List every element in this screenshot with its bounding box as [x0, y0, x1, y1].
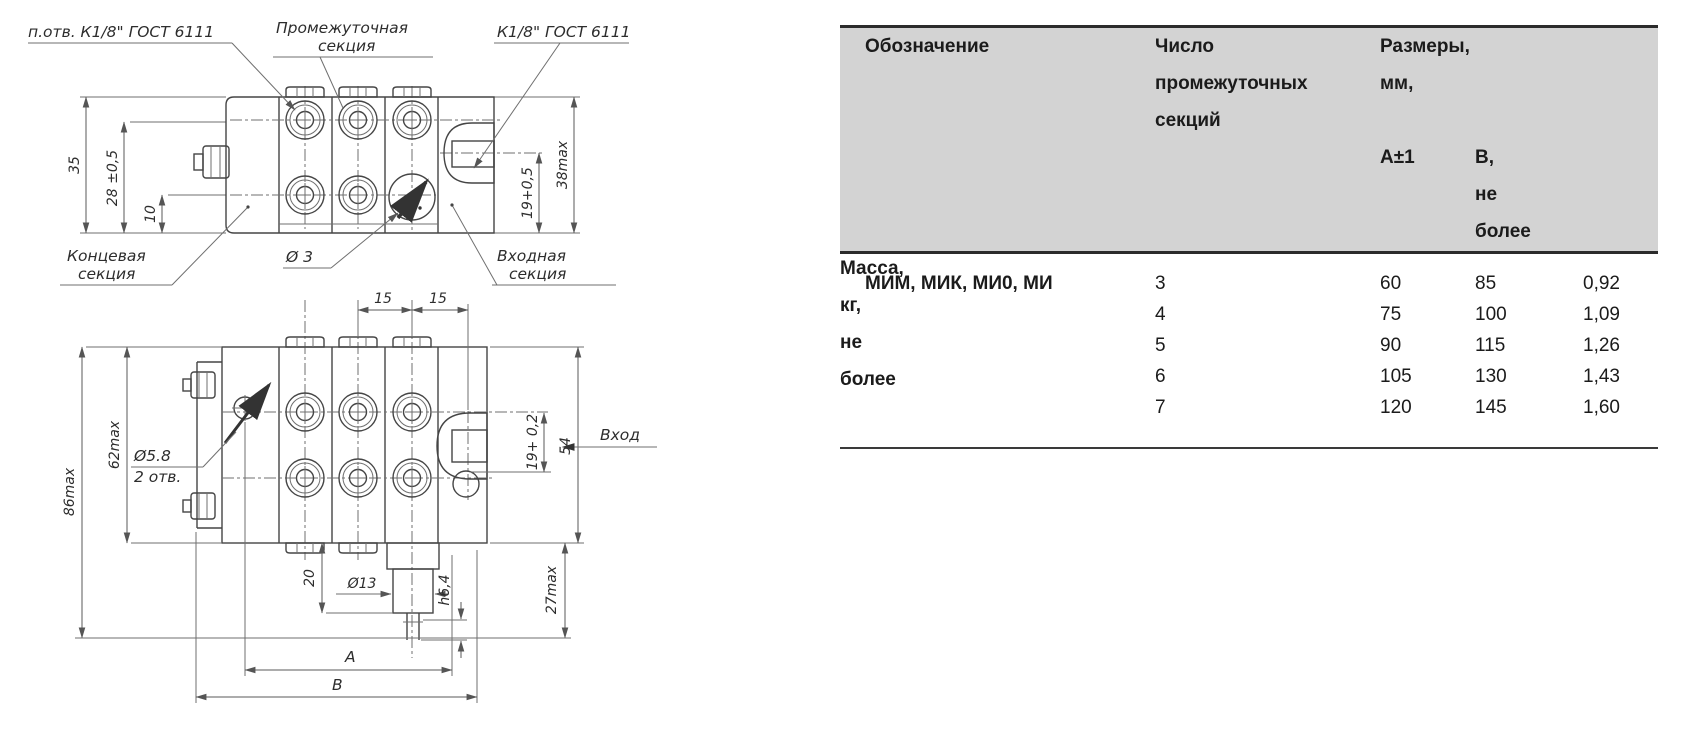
side-bolt-lower: [183, 493, 215, 519]
intermediate-section-label-1: Промежуточная: [276, 19, 408, 37]
thread-note-label: К1/8" ГОСТ 6111: [497, 23, 631, 41]
dim-62max: 62max: [107, 420, 123, 470]
header-designation: Обозначение: [865, 36, 990, 57]
dim-19-05: 19+0,5: [520, 167, 536, 219]
cell-dim-a: 75: [1380, 304, 1402, 325]
cell-dim-a: 105: [1380, 366, 1412, 387]
header-col-a: А±1: [1380, 147, 1415, 168]
cell-dim-a: 120: [1380, 397, 1412, 418]
dim-10: 10: [143, 205, 159, 223]
dim-54: 54: [558, 437, 574, 455]
header-col-b-2: не: [1475, 184, 1498, 205]
inlet-section-label-2: секция: [509, 265, 567, 283]
cell-sections: 4: [1155, 304, 1166, 325]
header-dims-2: мм,: [1380, 73, 1414, 94]
top-view: [28, 19, 631, 285]
designation-value: МИМ, МИК, МИ0, МИ: [865, 273, 1053, 294]
header-mass-1: Масса,: [840, 258, 904, 279]
cell-sections: 3: [1155, 273, 1166, 294]
dim-27max: 27max: [544, 565, 560, 615]
cell-sections: 5: [1155, 335, 1166, 356]
header-mass-2: кг,: [840, 295, 862, 316]
dim-19-02: 19+ 0,2: [525, 413, 541, 471]
cell-mass: 1,43: [1583, 366, 1620, 387]
end-section-label-2: секция: [78, 265, 136, 283]
holes2-label: 2 отв.: [134, 468, 182, 486]
intermediate-section-label-2: секция: [318, 37, 376, 55]
cell-dim-b: 85: [1475, 273, 1497, 294]
cell-sections: 7: [1155, 397, 1166, 418]
cell-dim-b: 130: [1475, 366, 1507, 387]
dim-h64: h6,4: [437, 574, 453, 606]
header-sections-2: промежуточных: [1155, 73, 1308, 94]
hole-note-label: п.отв. К1/8" ГОСТ 6111: [28, 23, 215, 41]
cell-dim-a: 60: [1380, 273, 1402, 294]
dim-38max: 38max: [555, 140, 571, 190]
header-sections-1: Число: [1155, 36, 1215, 57]
cell-sections: 6: [1155, 366, 1166, 387]
cell-dim-b: 145: [1475, 397, 1507, 418]
header-sections-3: секций: [1155, 110, 1221, 131]
cell-mass: 1,60: [1583, 397, 1620, 418]
dim-86max: 86max: [62, 467, 78, 517]
side-bolt-upper: [183, 372, 215, 398]
spec-table-body: [840, 254, 1658, 449]
end-section-label-1: Концевая: [67, 247, 146, 265]
header-mass-4: более: [840, 369, 896, 390]
inlet-section-label-1: Входная: [497, 247, 566, 265]
dim-15-right: 15: [429, 291, 447, 307]
inlet-flow-label: Вход: [600, 426, 641, 444]
cell-dim-b: 115: [1475, 335, 1506, 356]
header-mass-3: не: [840, 332, 863, 353]
front-view: [62, 291, 657, 703]
dim-15-left: 15: [374, 291, 392, 307]
dim-A: A: [345, 648, 356, 666]
dim-dia13: Ø13: [347, 576, 377, 592]
cell-mass: 1,09: [1583, 304, 1620, 325]
cell-dim-b: 100: [1475, 304, 1507, 325]
dia58-label: Ø5.8: [134, 447, 171, 465]
cell-dim-a: 90: [1380, 335, 1402, 356]
dim-20: 20: [302, 569, 318, 587]
spec-table: [840, 25, 1658, 449]
header-dims-1: Размеры,: [1380, 36, 1470, 57]
technical-drawing: [0, 0, 700, 744]
header-col-b-1: В,: [1475, 147, 1494, 168]
dia3-label: Ø 3: [286, 248, 313, 266]
header-col-b-3: более: [1475, 221, 1531, 242]
dim-35: 35: [67, 156, 83, 174]
cell-mass: 0,92: [1583, 273, 1620, 294]
cell-mass: 1,26: [1583, 335, 1620, 356]
dim-28: 28 ±0,5: [105, 149, 121, 207]
dim-B: B: [332, 676, 343, 694]
